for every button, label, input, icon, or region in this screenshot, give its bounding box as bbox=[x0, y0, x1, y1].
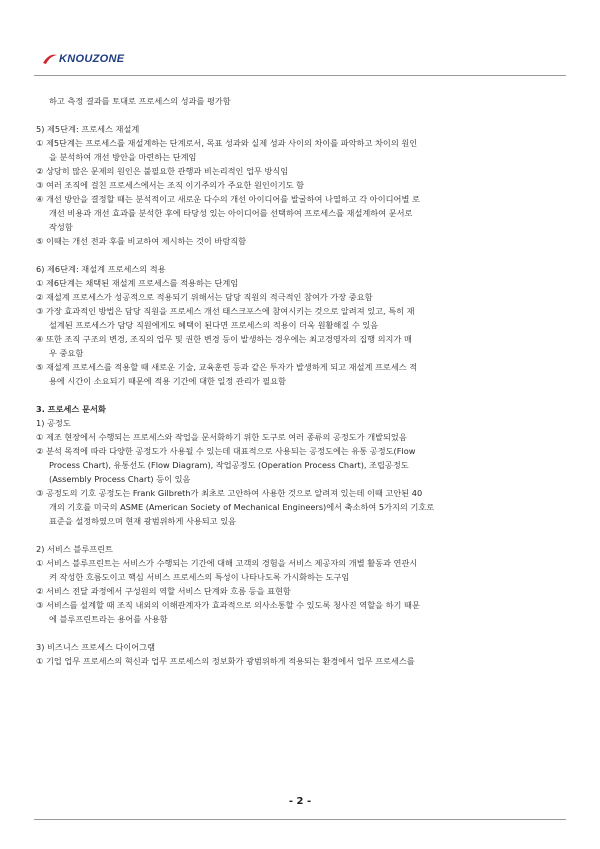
list-item: ⑤ 이때는 개선 전과 후를 비교하여 제시하는 것이 바람직함 bbox=[36, 236, 247, 246]
list-item: ④ 또한 조직 구조의 변경, 조직의 업무 및 권한 변경 등이 발생하는 경우에는 최고경영자의 집행 의지가 매 bbox=[36, 334, 412, 344]
list-item-continuation: 개선 비용과 개선 효과를 분석한 후에 타당성 있는 아이디어를 선택하여 프로세스를 재설계하여 문서로 bbox=[49, 208, 413, 218]
list-item-continuation: 표준을 설정하였으며 현재 광범위하게 사용되고 있음 bbox=[49, 516, 237, 526]
logo-text: KNOUZONE bbox=[59, 53, 125, 65]
spacer bbox=[36, 388, 566, 402]
list-item-continuation: 용에 시간이 소요되기 때문에 적용 기간에 대한 일정 관리가 필요함 bbox=[49, 376, 286, 386]
list-item: ② 서비스 전달 과정에서 구성원의 역할 서비스 단계와 흐름 등을 표현함 bbox=[36, 586, 291, 596]
list-item: ② 분석 목적에 따라 다양한 공정도가 사용될 수 있는데 대표적으로 사용되는 공정도에는 유통 공정도(Flow bbox=[36, 446, 416, 456]
list-item-continuation: 에 블루프린트라는 용어를 사용함 bbox=[49, 614, 168, 624]
chapter-heading: 3. 프로세스 문서화 bbox=[36, 404, 106, 414]
section-heading: 6) 제6단계: 재설계 프로세스의 적용 bbox=[36, 264, 166, 274]
list-item-continuation: 을 분석하여 개선 방안을 마련하는 단계임 bbox=[49, 152, 197, 162]
list-item: ② 재설계 프로세스가 성공적으로 적용되기 위해서는 담당 직원의 적극적인 참여가 가장 중요함 bbox=[36, 292, 373, 302]
list-item: ④ 개선 방안을 결정할 때는 분석적이고 새로운 다수의 개선 아이디어를 발굴하여 나열하고 각 아이디어별 로 bbox=[36, 194, 420, 204]
list-item: ① 제5단계는 프로세스를 재설계하는 단계로서, 목표 성과와 실제 성과 사이의 차이를 파악하고 차이의 원인 bbox=[36, 138, 418, 148]
footer-rule bbox=[34, 819, 566, 820]
knouzone-logo bbox=[42, 52, 124, 66]
list-item: ③ 서비스를 설계할 때 조직 내외의 이해관계자가 효과적으로 의사소통할 수 있도록 청사진 역할을 하기 때문 bbox=[36, 600, 420, 610]
list-item: ⑤ 재설계 프로세스를 적용할 때 새로운 기술, 교육훈련 등과 같은 투자가 발생하게 되고 재설계 프로세스 적 bbox=[36, 362, 418, 372]
page-number: - 2 - bbox=[288, 796, 312, 807]
list-item: ③ 공정도의 기호 공정도는 Frank Gilbreth가 최초로 고안하여 사용한 것으로 알려져 있는데 이때 고안된 40 bbox=[36, 488, 423, 498]
list-item: ① 제조 현장에서 수행되는 프로세스와 작업을 문서화하기 위한 도구로 여러 종류의 공정도가 개발되었음 bbox=[36, 432, 407, 442]
list-item: ③ 가장 효과적인 방법은 담당 직원을 프로세스 개선 태스크포스에 참여시키는 것으로 알려져 있고, 특히 재 bbox=[36, 306, 415, 316]
spacer bbox=[36, 626, 566, 640]
section-heading: 5) 제5단계: 프로세스 재설계 bbox=[36, 124, 140, 134]
document-body bbox=[36, 94, 566, 668]
list-item: ③ 여러 조직에 걸친 프로세스에서는 조직 이기주의가 주요한 원인이기도 함 bbox=[36, 180, 305, 190]
text-line: 하고 측정 결과를 토대로 프로세스의 성과를 평가함 bbox=[49, 96, 231, 106]
list-item: ① 제6단계는 채택된 재설계 프로세스를 적용하는 단계임 bbox=[36, 278, 239, 288]
header-rule bbox=[34, 75, 566, 76]
list-item-continuation: 개의 기호를 미국의 ASME (American Society of Mechanical Engineers)에서 축소하여 5가지의 기호로 bbox=[49, 502, 435, 512]
list-item-continuation: Process Chart), 유통선도 (Flow Diagram), 작업공정도 (Operation Process Chart), 조립공정도 bbox=[49, 460, 409, 470]
spacer bbox=[36, 528, 566, 542]
list-item: ① 기업 업무 프로세스의 혁신과 업무 프로세스의 정보화가 광범위하게 적용되는 환경에서 업무 프로세스를 bbox=[36, 656, 415, 666]
list-item-continuation: 작성함 bbox=[49, 222, 73, 232]
list-item-continuation: 설계된 프로세스가 담당 직원에게도 혜택이 된다면 프로세스의 적용이 더욱 원활해질 수 있음 bbox=[49, 320, 379, 330]
list-item-continuation: 켜 작성한 흐름도이고 핵심 서비스 프로세스의 특성이 나타나도록 가시화하는 도구임 bbox=[49, 572, 350, 582]
list-item-continuation: 우 중요함 bbox=[49, 348, 84, 358]
spacer bbox=[36, 108, 566, 122]
section-heading: 3) 비즈니스 프로세스 다이어그램 bbox=[36, 642, 156, 652]
list-item: ① 서비스 블루프린트는 서비스가 수행되는 기간에 대해 고객의 경험을 서비스 제공자의 개별 활동과 연관시 bbox=[36, 558, 418, 568]
list-item-continuation: (Assembly Process Chart) 등이 있음 bbox=[49, 474, 191, 484]
swoosh-icon bbox=[42, 53, 58, 65]
section-heading: 2) 서비스 블루프린트 bbox=[36, 544, 113, 554]
spacer bbox=[36, 248, 566, 262]
section-heading: 1) 공정도 bbox=[36, 418, 71, 428]
list-item: ② 상당히 많은 문제의 원인은 불필요한 관행과 비논리적인 업무 방식임 bbox=[36, 166, 289, 176]
